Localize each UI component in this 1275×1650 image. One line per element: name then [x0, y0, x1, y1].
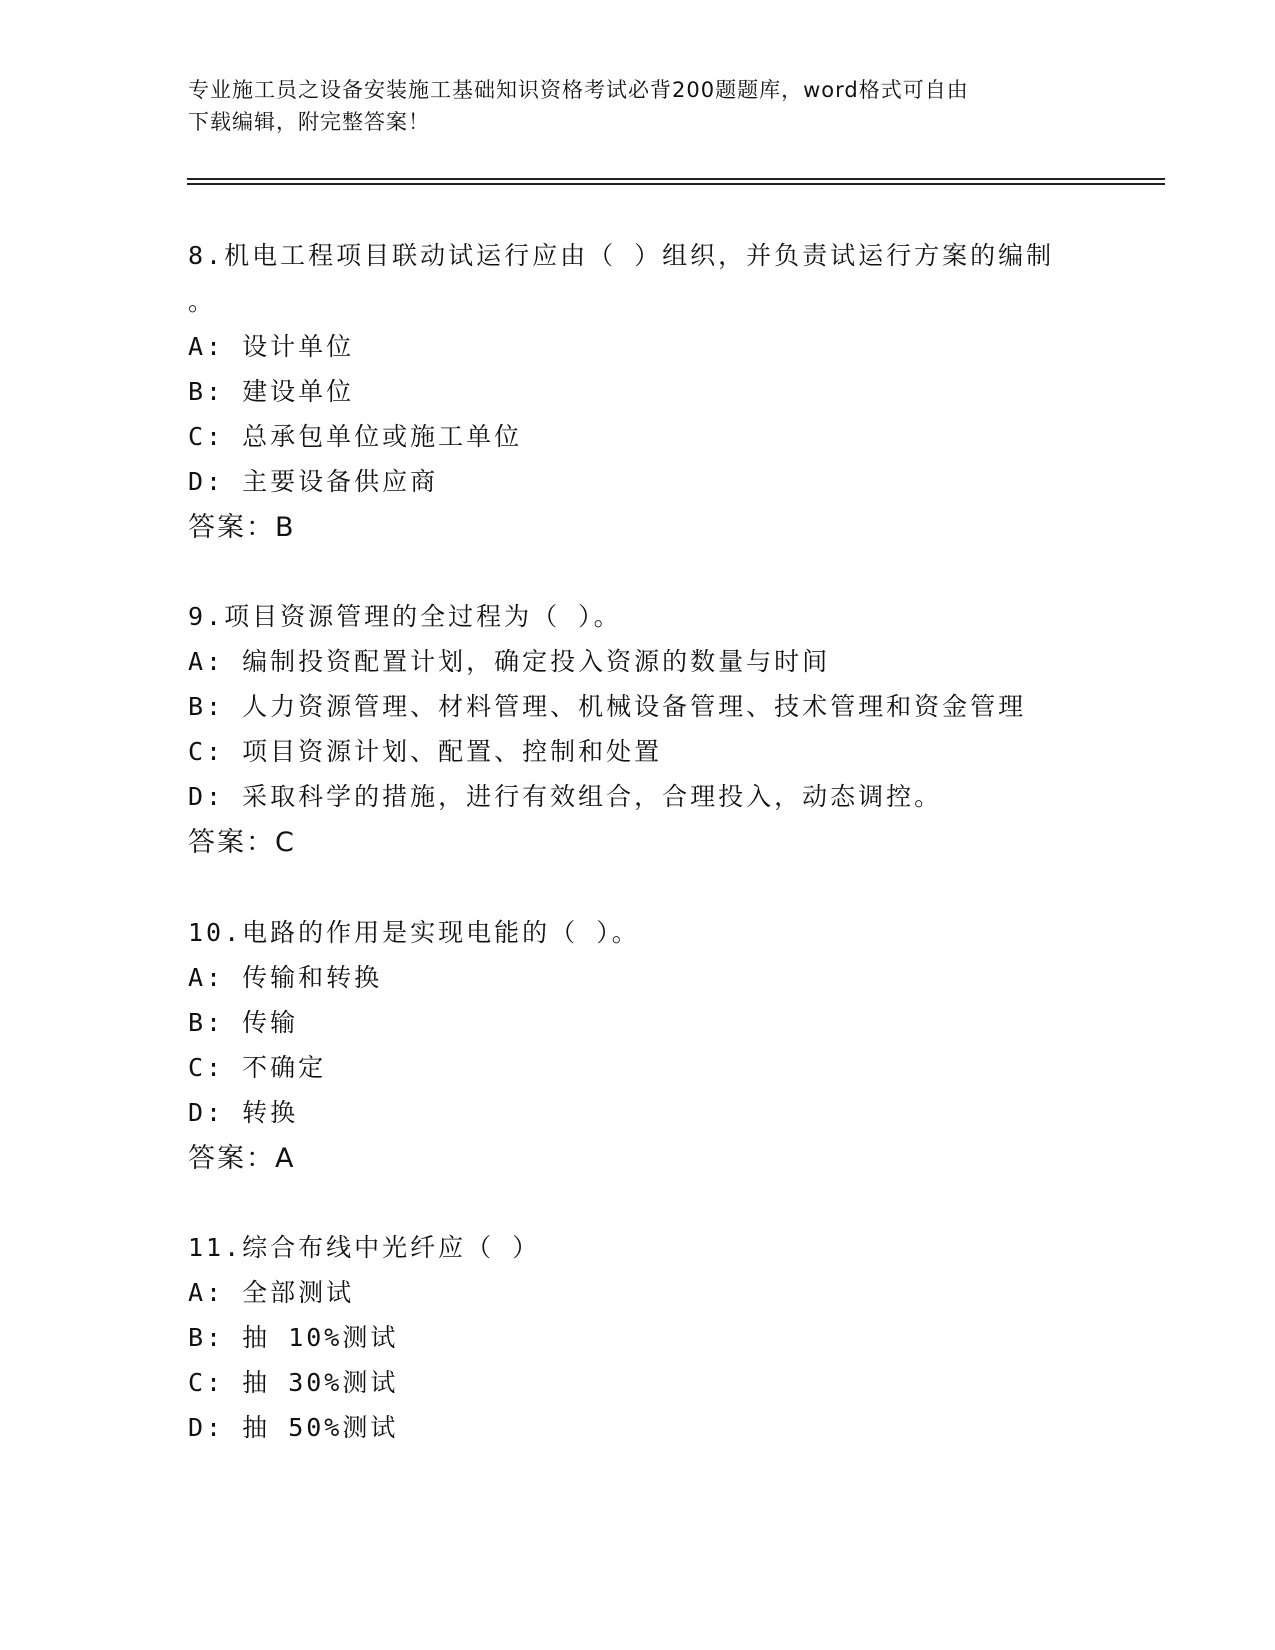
option-b: B: 建设单位 — [188, 377, 355, 406]
question-stem: 9.项目资源管理的全过程为（ ）。 — [188, 602, 622, 631]
document-header — [188, 74, 1088, 138]
option-a: A: 设计单位 — [188, 332, 355, 361]
option-a: A: 传输和转换 — [188, 963, 383, 992]
option-c: C: 不确定 — [188, 1053, 327, 1082]
answer-line: 答案：A — [188, 1143, 296, 1174]
option-d: D: 主要设备供应商 — [188, 467, 439, 496]
question-stem: 10.电路的作用是实现电能的（ ）。 — [188, 918, 640, 947]
option-a: A: 全部测试 — [188, 1278, 355, 1307]
answer-line: 答案：C — [188, 827, 296, 858]
option-c: C: 抽 30%测试 — [188, 1368, 399, 1397]
option-c: C: 项目资源计划、配置、控制和处置 — [188, 737, 663, 766]
option-d: D: 采取科学的措施，进行有效组合，合理投入，动态调控。 — [188, 782, 943, 811]
option-d: D: 抽 50%测试 — [188, 1413, 399, 1442]
option-a: A: 编制投资配置计划，确定投入资源的数量与时间 — [188, 647, 831, 676]
header-divider-bottom — [187, 183, 1165, 185]
option-c: C: 总承包单位或施工单位 — [188, 422, 523, 451]
option-b: B: 抽 10%测试 — [188, 1323, 399, 1352]
option-d: D: 转换 — [188, 1098, 299, 1127]
header-divider-top — [187, 178, 1165, 180]
header-line-2: 下载编辑，附完整答案！ — [188, 110, 430, 134]
answer-line: 答案：B — [188, 512, 296, 543]
question-stem-continuation: 。 — [188, 287, 217, 316]
header-line-1: 专业施工员之设备安装施工基础知识资格考试必背200题题库，word格式可自由 — [188, 78, 969, 102]
question-stem: 11.综合布线中光纤应（ ） — [188, 1233, 541, 1262]
question-stem: 8.机电工程项目联动试运行应由（ ）组织，并负责试运行方案的编制 — [188, 241, 1055, 270]
option-b: B: 人力资源管理、材料管理、机械设备管理、技术管理和资金管理 — [188, 692, 1027, 721]
option-b: B: 传输 — [188, 1008, 299, 1037]
